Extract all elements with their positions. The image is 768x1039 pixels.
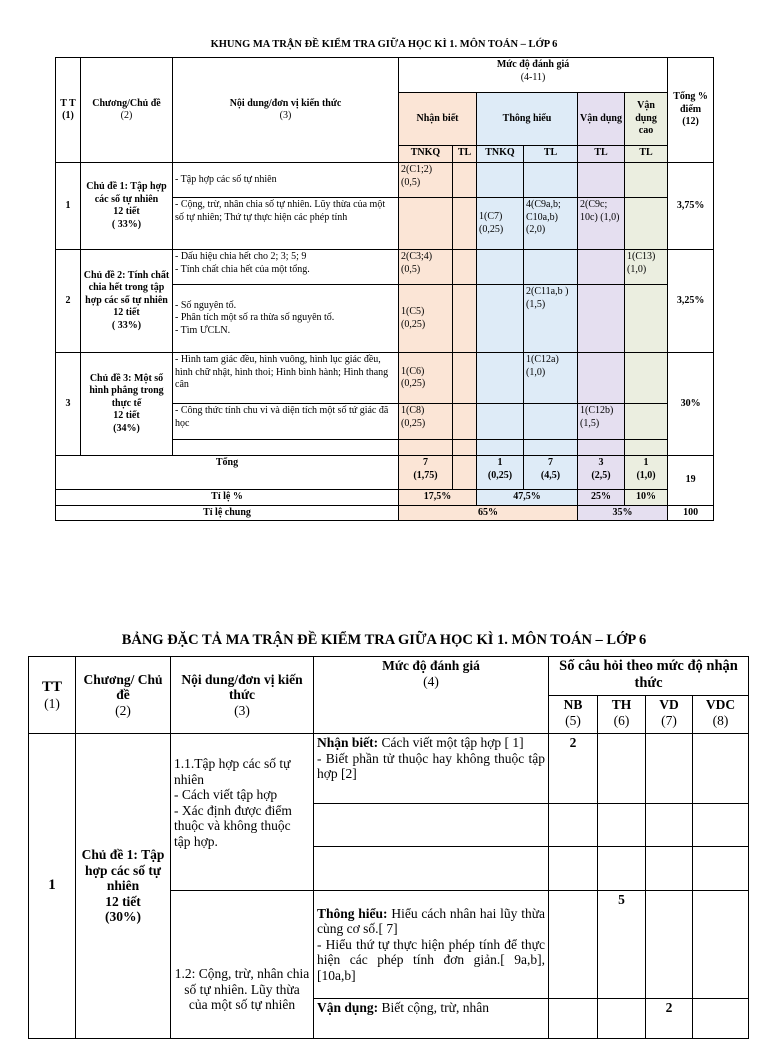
topic-num: 1 xyxy=(56,163,81,250)
totals-nb-tnkq-count: 7 xyxy=(423,457,428,468)
nb-tnkq-cell xyxy=(399,198,453,250)
spec-header-nb xyxy=(549,696,598,734)
totals-vdc-tl-count: 1 xyxy=(643,457,649,468)
matrix-header-vd: Vận dụng xyxy=(578,93,625,146)
spec-topic-name xyxy=(76,734,171,1039)
vdc-tl-cell xyxy=(625,285,668,353)
spec-level-nb-label: Nhận biết: xyxy=(317,735,379,750)
ratio-th: 47,5% xyxy=(477,490,578,506)
spec-count-nb-empty xyxy=(549,847,598,891)
spec-header-tt-label: TT xyxy=(41,678,62,695)
nb-tl-cell xyxy=(453,163,477,198)
spec-count-nb: 2 xyxy=(549,734,598,804)
spec-header-nb-num: (5) xyxy=(565,712,581,728)
matrix-header-tt: T T (1) xyxy=(56,58,81,163)
spec-count-vdc-empty xyxy=(693,804,749,847)
nb-tl-cell-empty xyxy=(453,440,477,456)
th-tnkq-cell xyxy=(477,250,524,285)
spec-header-content xyxy=(171,657,314,734)
spec-level-th-label: Thông hiểu: xyxy=(317,905,388,921)
matrix-row xyxy=(56,353,714,404)
spec-header-level xyxy=(314,657,549,734)
general-low: 65% xyxy=(399,505,578,521)
spec-unit-2: 1.2: Cộng, trừ, nhân chia số tự nhiên. Lũy thừa của một số tự nhiên xyxy=(171,891,314,1039)
topic-name xyxy=(81,250,173,353)
spec-header-vd-num: (7) xyxy=(661,712,677,728)
spec-count-vdc xyxy=(693,999,749,1039)
spec-header-level-label: Mức độ đánh giá xyxy=(382,658,480,673)
nb-tl-cell xyxy=(453,353,477,404)
matrix-header-content-label: Nội dung/đơn vị kiến thức xyxy=(229,97,342,109)
topic-pct: (34%) xyxy=(113,422,140,434)
spec-level-empty xyxy=(314,804,549,847)
th-tnkq-cell xyxy=(477,353,524,404)
nb-tl-cell xyxy=(453,250,477,285)
content-cell: - Dấu hiệu chia hết cho 2; 3; 5; 9 - Tính chất chia hết của một tổng. xyxy=(173,250,399,285)
vd-tl-cell: 2(C9c; 10c) (1,0) xyxy=(578,198,625,250)
totals-th-tnkq xyxy=(477,456,524,490)
matrix-general-row xyxy=(56,505,714,521)
topic-total: 3,75% xyxy=(668,163,714,250)
spec-topic-title: Chủ đề 1: Tập hợp các số tự nhiên xyxy=(81,847,165,894)
nb-tnkq-cell: 1(C8) (0,25) xyxy=(399,404,453,440)
spec-header-vdc-num: (8) xyxy=(712,712,729,728)
matrix-header-total-num: (12) xyxy=(682,116,699,128)
vdc-tl-cell xyxy=(625,198,668,250)
spec-header-tt-num: (1) xyxy=(44,695,60,711)
vd-tl-cell xyxy=(578,353,625,404)
matrix-header-total-label: Tổng % điểm xyxy=(673,91,708,115)
matrix-header-chapter-num: (2) xyxy=(120,110,133,121)
matrix-header-nb-tl: TL xyxy=(453,146,477,163)
topic-pct: ( 33%) xyxy=(111,319,142,331)
totals-vd-tl xyxy=(578,456,625,490)
nb-tnkq-cell: 2(C3;4) (0,5) xyxy=(399,250,453,285)
totals-vd-tl-points: (2,5) xyxy=(591,469,611,481)
totals-nb-tl xyxy=(453,456,477,490)
spec-header-vdc xyxy=(693,696,749,734)
spec-level-vd-text: Biết cộng, trừ, nhân xyxy=(378,1000,489,1015)
matrix-header-nb-tnkq: TNKQ xyxy=(399,146,453,163)
matrix-header-chapter xyxy=(81,58,173,163)
spec-level-nb xyxy=(314,734,549,804)
spec-level-empty xyxy=(314,847,549,891)
matrix-header-level xyxy=(399,58,668,93)
topic-hours: 12 tiết xyxy=(113,410,140,422)
vdc-tl-cell: 1(C13) (1,0) xyxy=(625,250,668,285)
totals-sum: 19 xyxy=(668,456,714,506)
totals-th-tnkq-points: (0,25) xyxy=(487,469,513,481)
matrix-header-content-num: (3) xyxy=(279,110,292,121)
content-cell: - Cộng, trừ, nhân chia số tự nhiên. Lũy thừa của một số tự nhiên; Thứ tự thực hiện các phép tính xyxy=(173,198,399,250)
topic-name xyxy=(81,163,173,250)
matrix-header-level-num: (4-11) xyxy=(520,71,546,83)
spec-level-nb-text: Cách viết một tập hợp [ 1] - Biết phần tử thuộc hay không thuộc tập hợp [2] xyxy=(317,735,545,782)
totals-vdc-tl xyxy=(625,456,668,490)
topic-title: Chủ đề 3: Một số hình phẳng trong thực tế xyxy=(89,372,164,409)
th-tl-cell-empty xyxy=(524,440,578,456)
spec-count-nb xyxy=(549,999,598,1039)
totals-label: Tổng xyxy=(56,456,399,490)
spec-count-vd xyxy=(646,734,693,804)
ratio-vd: 25% xyxy=(578,490,625,506)
spec-topic-hours: 12 tiết xyxy=(105,893,141,909)
spec-table xyxy=(28,656,749,1039)
spec-count-vd-empty xyxy=(646,847,693,891)
matrix-header-content xyxy=(173,58,399,163)
topic-total: 30% xyxy=(668,353,714,456)
th-tl-cell: 1(C12a) (1,0) xyxy=(524,353,578,404)
matrix-header-level-label: Mức độ đánh giá xyxy=(496,59,570,70)
spec-count-th: 5 xyxy=(598,891,646,999)
vd-tl-cell: 1(C12b) (1,5) xyxy=(578,404,625,440)
topic-hours: 12 tiết xyxy=(113,307,140,319)
ratio-nb: 17,5% xyxy=(399,490,477,506)
spec-header-th-label: TH xyxy=(611,697,632,712)
spec-header-vdc-label: VDC xyxy=(705,697,736,712)
topic-num: 3 xyxy=(56,353,81,456)
matrix-header-total xyxy=(668,58,714,163)
spec-count-vd xyxy=(646,891,693,999)
nb-tnkq-cell: 1(C5) (0,25) xyxy=(399,285,453,353)
vd-tl-cell xyxy=(578,163,625,198)
matrix-header-th-tnkq: TNKQ xyxy=(477,146,524,163)
topic-hours: 12 tiết xyxy=(113,206,140,217)
topic-name xyxy=(81,353,173,456)
spec-level-vd xyxy=(314,999,549,1039)
spec-count-vdc xyxy=(693,891,749,999)
topic-pct: ( 33%) xyxy=(111,218,142,230)
th-tnkq-cell-empty xyxy=(477,440,524,456)
spec-header-chapter-label: Chương/ Chủ đề xyxy=(83,671,163,703)
matrix-row xyxy=(56,250,714,285)
spec-title: BẢNG ĐẶC TẢ MA TRẬN ĐỀ KIỂM TRA GIỮA HỌC KÌ 1. MÔN TOÁN – LỚP 6 xyxy=(121,632,647,648)
matrix-row xyxy=(56,163,714,198)
totals-vd-tl-count: 3 xyxy=(598,457,604,468)
topic-total: 3,25% xyxy=(668,250,714,353)
spec-unit-1: 1.1.Tập hợp các số tự nhiên - Cách viết tập hợp - Xác định được điểm thuộc và không thuộc tập hợp. xyxy=(171,734,314,891)
th-tl-cell xyxy=(524,404,578,440)
spec-header-th xyxy=(598,696,646,734)
nb-tnkq-cell: 1(C6) (0,25) xyxy=(399,353,453,404)
matrix-header-vdc-tl: TL xyxy=(625,146,668,163)
totals-nb-tnkq xyxy=(399,456,453,490)
spec-level-th-text: Hiểu cách nhân hai lũy thừa cùng cơ số.[ 7] - Hiểu thứ tự thực hiện phép tính để thực hiện các phép tính đơn giản.[ 9a,b], [10a,b] xyxy=(317,905,545,983)
vdc-tl-cell-empty xyxy=(625,440,668,456)
nb-tl-cell xyxy=(453,285,477,353)
vd-tl-cell xyxy=(578,285,625,353)
spec-count-vd-empty xyxy=(646,804,693,847)
spec-header-chapter xyxy=(76,657,171,734)
spec-count-vdc xyxy=(693,734,749,804)
content-cell: - Số nguyên tố. - Phân tích một số ra thừa số nguyên tố. - Tìm ƯCLN. xyxy=(173,285,399,353)
nb-tnkq-cell-empty xyxy=(399,440,453,456)
spec-count-th-empty xyxy=(598,847,646,891)
nb-tl-cell xyxy=(453,404,477,440)
spec-level-vd-label: Vận dụng: xyxy=(317,1000,379,1015)
th-tnkq-cell xyxy=(477,285,524,353)
matrix-header-vd-tl: TL xyxy=(578,146,625,163)
totals-th-tl-count: 7 xyxy=(548,457,553,468)
totals-th-tnkq-count: 1 xyxy=(497,457,503,468)
matrix-totals-row xyxy=(56,456,714,490)
totals-th-tl xyxy=(524,456,578,490)
totals-th-tl-points: (4,5) xyxy=(540,469,561,481)
vdc-tl-cell xyxy=(625,353,668,404)
content-cell: - Hình tam giác đều, hình vuông, hình lục giác đều, hình chữ nhật, hình thoi; Hình bình hành; Hình thang cân xyxy=(173,353,399,404)
spec-header-content-label: Nội dung/đơn vị kiến thức xyxy=(181,671,303,703)
topic-title: Chủ đề 1: Tập hợp các số tự nhiên xyxy=(86,181,167,205)
spec-header-nb-label: NB xyxy=(563,697,583,712)
spec-header-tt xyxy=(29,657,76,734)
content-cell: - Công thức tính chu vi và diện tích một số tứ giác đã học xyxy=(173,404,399,440)
spec-count-th xyxy=(598,999,646,1039)
spec-topic-num: 1 xyxy=(29,734,76,1039)
matrix-header-vdc: Vận dụng cao xyxy=(625,93,668,146)
spec-header-th-num: (6) xyxy=(613,712,630,728)
spec-header-chapter-num: (2) xyxy=(115,702,131,718)
spec-header-content-num: (3) xyxy=(234,702,250,718)
spec-header-level-num: (4) xyxy=(423,673,439,689)
th-tl-cell: 4(C9a,b; C10a,b) (2,0) xyxy=(524,198,578,250)
spec-count-nb xyxy=(549,891,598,999)
content-cell-empty xyxy=(173,440,399,456)
ratio-label: Tỉ lệ % xyxy=(56,490,399,506)
spec-header-vd xyxy=(646,696,693,734)
spec-topic-pct: (30%) xyxy=(105,909,141,925)
matrix-header-th: Thông hiểu xyxy=(477,93,578,146)
ratio-vdc: 10% xyxy=(625,490,668,506)
spec-count-th xyxy=(598,734,646,804)
general-high: 35% xyxy=(578,505,668,521)
th-tl-cell xyxy=(524,163,578,198)
spec-level-th xyxy=(314,891,549,999)
th-tnkq-cell: 1(C7) (0,25) xyxy=(477,198,524,250)
th-tl-cell xyxy=(524,250,578,285)
vd-tl-cell-empty xyxy=(578,440,625,456)
th-tl-cell: 2(C11a,b ) (1,5) xyxy=(524,285,578,353)
nb-tl-cell xyxy=(453,198,477,250)
vdc-tl-cell xyxy=(625,404,668,440)
spec-row xyxy=(29,734,749,804)
matrix-header-nb: Nhận biết xyxy=(399,93,477,146)
spec-header-count: Số câu hỏi theo mức độ nhận thức xyxy=(549,657,749,696)
vd-tl-cell xyxy=(578,250,625,285)
spec-count-vdc-empty xyxy=(693,847,749,891)
topic-title: Chủ đề 2: Tính chất chia hết trong tập hợp các số tự nhiên xyxy=(83,269,170,306)
spec-count-th-empty xyxy=(598,804,646,847)
th-tnkq-cell xyxy=(477,404,524,440)
spec-header-vd-label: VD xyxy=(659,697,679,712)
th-tnkq-cell xyxy=(477,163,524,198)
content-cell: - Tập hợp các số tự nhiên xyxy=(173,163,399,198)
matrix-title: KHUNG MA TRẬN ĐỀ KIỂM TRA GIỮA HỌC KÌ 1. MÔN TOÁN – LỚP 6 xyxy=(210,39,558,50)
spec-count-nb-empty xyxy=(549,804,598,847)
matrix-header-chapter-label: Chương/Chủ đề xyxy=(92,97,161,109)
totals-nb-tnkq-points: (1,75) xyxy=(413,469,438,481)
nb-tnkq-cell: 2(C1;2) (0,5) xyxy=(399,163,453,198)
matrix-table xyxy=(55,57,714,521)
matrix-header-th-tl: TL xyxy=(524,146,578,163)
topic-num: 2 xyxy=(56,250,81,353)
matrix-ratio-row xyxy=(56,490,714,506)
spec-count-vd: 2 xyxy=(646,999,693,1039)
general-total: 100 xyxy=(668,505,714,521)
vdc-tl-cell xyxy=(625,163,668,198)
general-label: Tỉ lệ chung xyxy=(56,505,399,521)
totals-vdc-tl-points: (1,0) xyxy=(636,469,656,481)
